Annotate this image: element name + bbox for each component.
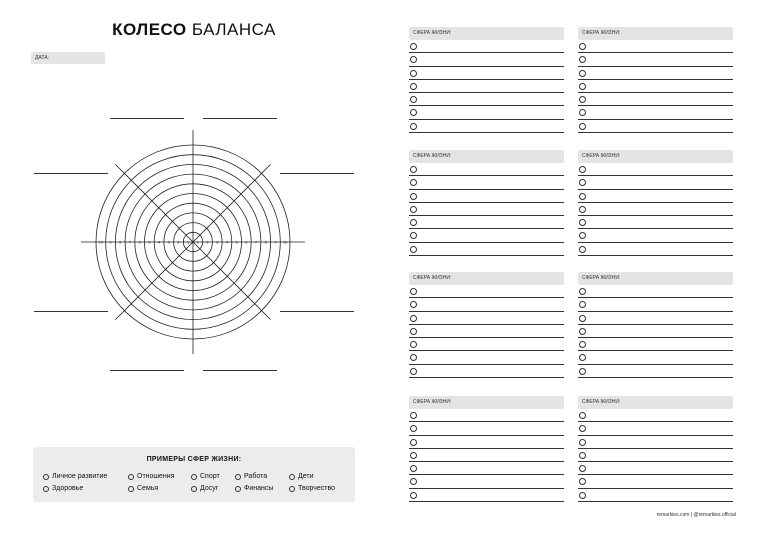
checklist-row[interactable] <box>578 106 733 119</box>
balance-wheel <box>0 0 388 420</box>
checkbox-circle-icon[interactable] <box>579 193 586 200</box>
checklist-row[interactable] <box>409 80 564 93</box>
checklist-row[interactable] <box>409 298 564 311</box>
checkbox-circle-icon[interactable] <box>579 478 586 485</box>
checkbox-circle-icon[interactable] <box>579 315 586 322</box>
checkbox-circle-icon[interactable] <box>410 439 417 446</box>
checklist-row[interactable] <box>578 436 733 449</box>
life-area-section <box>409 272 564 378</box>
checklist-row[interactable] <box>409 449 564 462</box>
checklist-row[interactable] <box>409 409 564 422</box>
checklist-row[interactable] <box>578 422 733 435</box>
checkbox-circle-icon[interactable] <box>579 246 586 253</box>
wheel-tick-label: 5 <box>148 239 151 245</box>
circle-icon <box>43 474 49 480</box>
wheel-tick-label: 1 <box>187 239 190 245</box>
wheel-tick-label: 1 <box>196 239 199 245</box>
section-header: СФЕРА ЖИЗНИ: <box>409 396 564 409</box>
checkbox-circle-icon[interactable] <box>410 206 417 213</box>
example-item: Здоровье <box>43 485 83 492</box>
examples-panel <box>33 447 355 502</box>
checklist-row[interactable] <box>578 93 733 106</box>
checklist-row[interactable] <box>409 422 564 435</box>
checklist-row[interactable] <box>409 338 564 351</box>
checkbox-circle-icon[interactable] <box>579 368 586 375</box>
checkbox-circle-icon[interactable] <box>579 70 586 77</box>
checklist-row[interactable] <box>578 325 733 338</box>
checklist-row[interactable] <box>409 462 564 475</box>
checkbox-circle-icon[interactable] <box>579 301 586 308</box>
checkbox-circle-icon[interactable] <box>579 465 586 472</box>
checkbox-circle-icon[interactable] <box>579 452 586 459</box>
checkbox-circle-icon[interactable] <box>579 166 586 173</box>
checklist-row[interactable] <box>409 67 564 80</box>
life-area-section <box>409 27 564 133</box>
example-item: Личное развитие <box>43 473 107 480</box>
example-item: Финансы <box>235 485 273 492</box>
checkbox-circle-icon[interactable] <box>579 328 586 335</box>
circle-icon <box>235 486 241 492</box>
checklist-row[interactable] <box>409 190 564 203</box>
wheel-tick-label: 3 <box>216 239 219 245</box>
checkbox-circle-icon[interactable] <box>410 341 417 348</box>
wheel-tick-label: 8 <box>264 239 267 245</box>
checkbox-circle-icon[interactable] <box>410 123 417 130</box>
checklist-row[interactable] <box>578 489 733 502</box>
checklist-row[interactable] <box>409 203 564 216</box>
checkbox-circle-icon[interactable] <box>410 193 417 200</box>
checklist-row[interactable] <box>578 120 733 133</box>
section-header: СФЕРА ЖИЗНИ: <box>409 27 564 40</box>
circle-icon <box>289 486 295 492</box>
example-item: Работа <box>235 473 267 480</box>
checkbox-circle-icon[interactable] <box>410 166 417 173</box>
example-item: Спорт <box>191 473 220 480</box>
checkbox-circle-icon[interactable] <box>579 43 586 50</box>
checklist-row[interactable] <box>409 475 564 488</box>
checklist-row[interactable] <box>409 351 564 364</box>
life-area-section <box>578 272 733 378</box>
checkbox-circle-icon[interactable] <box>579 425 586 432</box>
checklist-row[interactable] <box>578 312 733 325</box>
title-bold: КОЛЕСО <box>112 20 187 39</box>
checkbox-circle-icon[interactable] <box>579 492 586 499</box>
checklist-row[interactable] <box>578 475 733 488</box>
checklist-row[interactable] <box>578 190 733 203</box>
checklist-row[interactable] <box>578 351 733 364</box>
checklist-row[interactable] <box>578 203 733 216</box>
checkbox-circle-icon[interactable] <box>579 288 586 295</box>
footer-credit: remarkies.com | @remarkies.official <box>656 512 736 518</box>
checkbox-circle-icon[interactable] <box>410 301 417 308</box>
checkbox-circle-icon[interactable] <box>410 425 417 432</box>
checkbox-circle-icon[interactable] <box>410 315 417 322</box>
title-light: БАЛАНСА <box>191 20 276 39</box>
checkbox-circle-icon[interactable] <box>410 412 417 419</box>
wheel-tick-label: 6 <box>138 239 141 245</box>
wheel-tick-label: 3 <box>167 239 170 245</box>
checklist-row[interactable] <box>578 409 733 422</box>
wheel-tick-label: 8 <box>119 239 122 245</box>
wheel-tick-label: 9 <box>274 239 277 245</box>
checklist-row[interactable] <box>409 216 564 229</box>
checkbox-circle-icon[interactable] <box>410 70 417 77</box>
checklist-row[interactable] <box>409 106 564 119</box>
checklist-row[interactable] <box>409 40 564 53</box>
life-area-section <box>409 396 564 502</box>
checklist-row[interactable] <box>578 40 733 53</box>
checkbox-circle-icon[interactable] <box>410 368 417 375</box>
checkbox-circle-icon[interactable] <box>579 96 586 103</box>
wheel-tick-label: 4 <box>225 239 229 245</box>
circle-icon <box>235 474 241 480</box>
section-header: СФЕРА ЖИЗНИ: <box>578 150 733 163</box>
section-header: СФЕРА ЖИЗНИ: <box>578 396 733 409</box>
checkbox-circle-icon[interactable] <box>579 83 586 90</box>
checklist-row[interactable] <box>409 243 564 256</box>
checklist-row[interactable] <box>578 365 733 378</box>
checkbox-circle-icon[interactable] <box>410 219 417 226</box>
checklist-row[interactable] <box>409 53 564 66</box>
checkbox-circle-icon[interactable] <box>579 219 586 226</box>
checkbox-circle-icon[interactable] <box>579 341 586 348</box>
checkbox-circle-icon[interactable] <box>579 412 586 419</box>
checklist-row[interactable] <box>409 312 564 325</box>
wheel-tick-label: 6 <box>245 239 248 245</box>
checklist-row[interactable] <box>578 285 733 298</box>
example-item: Творчество <box>289 485 335 492</box>
checkbox-circle-icon[interactable] <box>579 206 586 213</box>
wheel-tick-label: 10 <box>282 239 288 245</box>
checkbox-circle-icon[interactable] <box>410 452 417 459</box>
checkbox-circle-icon[interactable] <box>410 288 417 295</box>
example-item: Дети <box>289 473 314 480</box>
checklist-row[interactable] <box>578 53 733 66</box>
wheel-tick-label: 7 <box>128 239 132 245</box>
examples-title: ПРИМЕРЫ СФЕР ЖИЗНИ: <box>146 456 242 463</box>
wheel-tick-label: 5 <box>235 239 238 245</box>
checklist-row[interactable] <box>409 436 564 449</box>
checklist-row[interactable] <box>409 365 564 378</box>
circle-icon <box>289 474 295 480</box>
checkbox-circle-icon[interactable] <box>579 56 586 63</box>
circle-icon <box>128 474 134 480</box>
wheel-tick-label: 10 <box>98 239 104 245</box>
checkbox-circle-icon[interactable] <box>410 43 417 50</box>
checkbox-circle-icon[interactable] <box>579 232 586 239</box>
example-item: Отношения <box>128 473 175 480</box>
wheel-tick-label: 2 <box>206 239 209 245</box>
checkbox-circle-icon[interactable] <box>410 96 417 103</box>
checklist-row[interactable] <box>578 338 733 351</box>
checklist-row[interactable] <box>578 80 733 93</box>
checklist-row[interactable] <box>409 93 564 106</box>
checklist-row[interactable] <box>409 325 564 338</box>
wheel-tick-label: 4 <box>157 239 161 245</box>
checklist-row[interactable] <box>409 176 564 189</box>
section-header: СФЕРА ЖИЗНИ: <box>578 272 733 285</box>
checklist-row[interactable] <box>578 298 733 311</box>
checklist-row[interactable] <box>409 120 564 133</box>
checkbox-circle-icon[interactable] <box>410 83 417 90</box>
example-item: Семья <box>128 485 158 492</box>
checklist-row[interactable] <box>578 67 733 80</box>
checkbox-circle-icon[interactable] <box>410 246 417 253</box>
checkbox-circle-icon[interactable] <box>410 56 417 63</box>
checkbox-circle-icon[interactable] <box>410 232 417 239</box>
date-label: ДАТА: <box>35 55 49 61</box>
wheel-tick-label: 9 <box>109 239 112 245</box>
checkbox-circle-icon[interactable] <box>579 109 586 116</box>
checkbox-circle-icon[interactable] <box>410 109 417 116</box>
checklist-row[interactable] <box>578 243 733 256</box>
checklist-row[interactable] <box>578 176 733 189</box>
circle-icon <box>128 486 134 492</box>
checkbox-circle-icon[interactable] <box>410 179 417 186</box>
checkbox-circle-icon[interactable] <box>579 179 586 186</box>
example-item: Досуг <box>191 485 218 492</box>
checklist-row[interactable] <box>578 163 733 176</box>
checkbox-circle-icon[interactable] <box>410 465 417 472</box>
checklist-row[interactable] <box>409 163 564 176</box>
checkbox-circle-icon[interactable] <box>410 328 417 335</box>
checkbox-circle-icon[interactable] <box>410 354 417 361</box>
wheel-tick-label: 2 <box>177 239 180 245</box>
life-area-section <box>578 150 733 256</box>
checkbox-circle-icon[interactable] <box>579 439 586 446</box>
circle-icon <box>43 486 49 492</box>
circle-icon <box>191 474 197 480</box>
checklist-row[interactable] <box>578 449 733 462</box>
section-header: СФЕРА ЖИЗНИ: <box>409 272 564 285</box>
checkbox-circle-icon[interactable] <box>579 354 586 361</box>
checklist-row[interactable] <box>409 229 564 242</box>
checklist-row[interactable] <box>409 489 564 502</box>
checkbox-circle-icon[interactable] <box>410 478 417 485</box>
checklist-row[interactable] <box>578 216 733 229</box>
section-header: СФЕРА ЖИЗНИ: <box>409 150 564 163</box>
checkbox-circle-icon[interactable] <box>410 492 417 499</box>
life-area-section <box>409 150 564 256</box>
section-header: СФЕРА ЖИЗНИ: <box>578 27 733 40</box>
checklist-row[interactable] <box>578 229 733 242</box>
circle-icon <box>191 486 197 492</box>
checklist-row[interactable] <box>409 285 564 298</box>
wheel-tick-label: 7 <box>254 239 258 245</box>
life-area-section <box>578 396 733 502</box>
life-area-section <box>578 27 733 133</box>
checkbox-circle-icon[interactable] <box>579 123 586 130</box>
checklist-row[interactable] <box>578 462 733 475</box>
